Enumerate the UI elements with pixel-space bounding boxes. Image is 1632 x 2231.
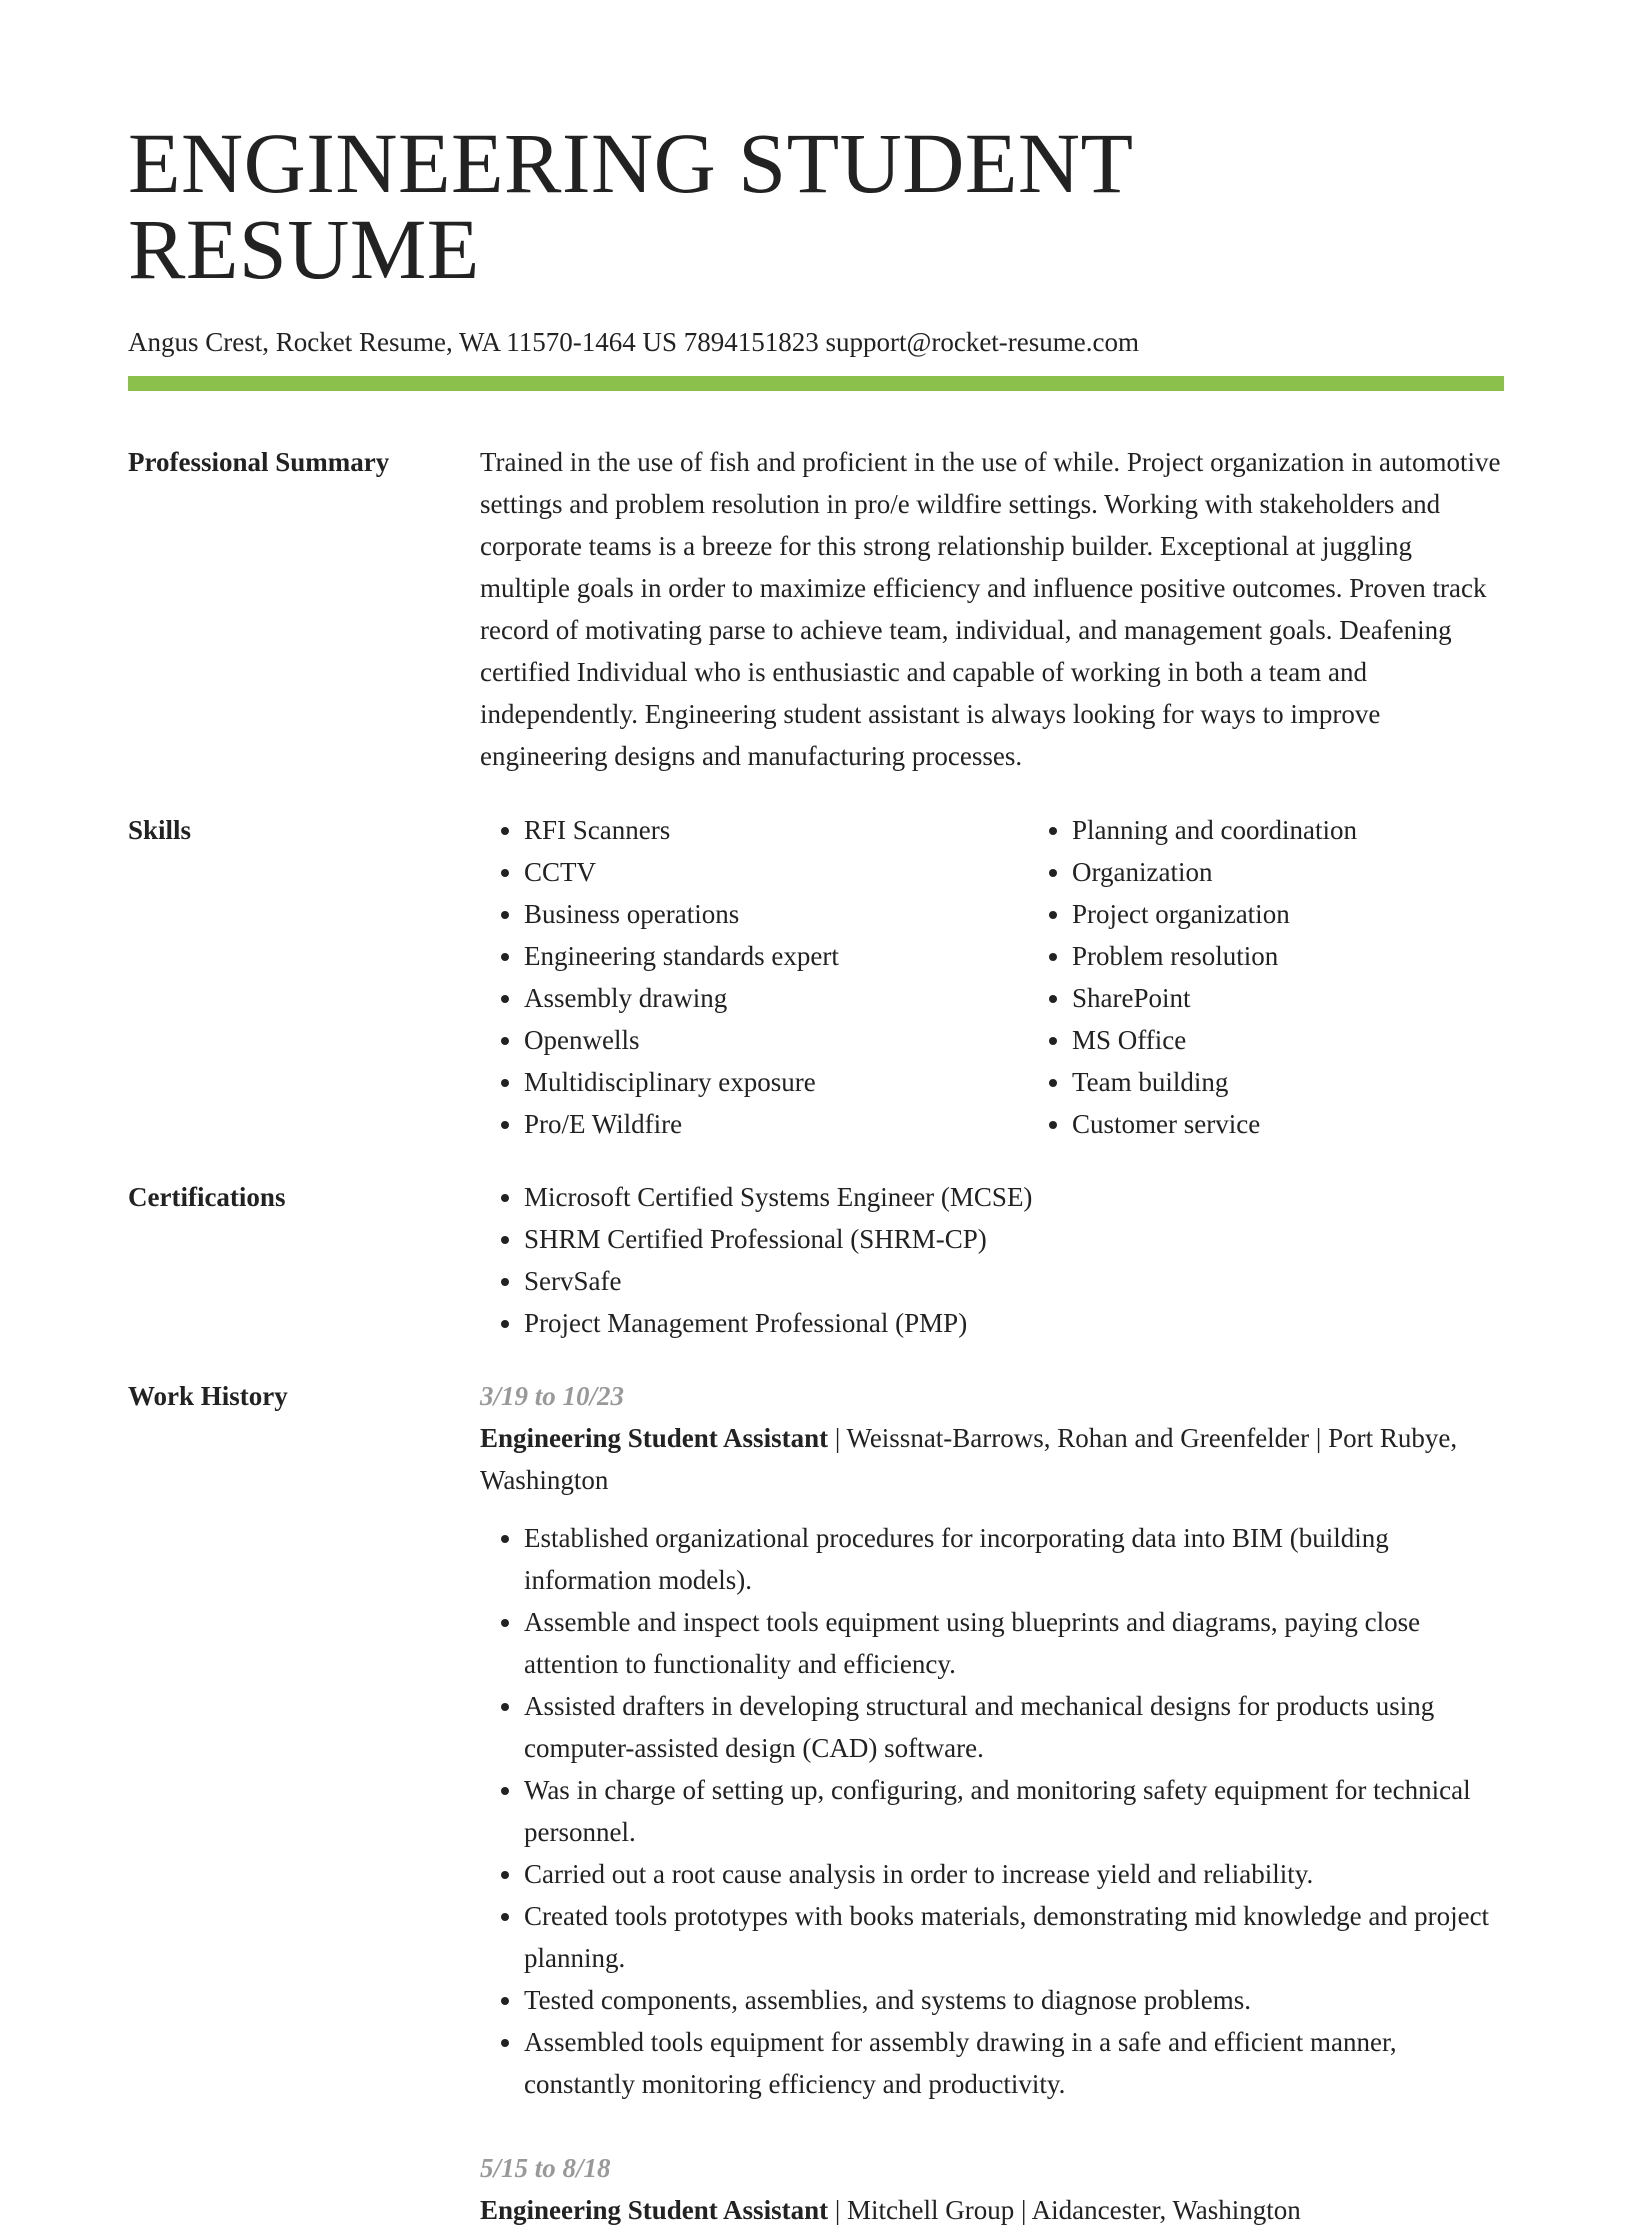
skill-item: • Engineering standards expert	[524, 935, 1028, 977]
resume-page	[128, 115, 1504, 2231]
skill-item: • Multidisciplinary exposure	[524, 1061, 1028, 1103]
job-title: Engineering Student Assistant	[480, 2195, 829, 2226]
section-label: Work History	[128, 1381, 288, 1412]
skill-item: • MS Office	[1072, 1019, 1357, 1061]
work-history-section	[128, 1375, 1504, 2231]
skill-item: • CCTV	[524, 851, 1028, 893]
skill-item: • Customer service	[1072, 1103, 1357, 1145]
job-employer-location: | Mitchell Group | Aidancester, Washington	[828, 2195, 1301, 2226]
job-bullet: • Carried out a root cause analysis in order to increase yield and reliability.	[524, 1853, 1504, 1895]
certifications-body	[480, 1176, 1504, 1344]
skills-column-2	[1028, 809, 1357, 1145]
certification-item: • SHRM Certified Professional (SHRM-CP)	[524, 1218, 1504, 1260]
job-entry	[480, 1375, 1504, 2105]
skill-item: • Team building	[1072, 1061, 1357, 1103]
skill-item: • Problem resolution	[1072, 935, 1357, 977]
contact-line: Angus Crest, Rocket Resume, WA 11570-1464 US 7894151823 support@rocket-resume.com	[128, 327, 1139, 357]
summary-text: Trained in the use of fish and proficient in the use of while. Project organization in automotive settings and problem resolution in pro/e wildfire settings. Working with stakeholders and corporate teams is a breeze for this strong relationship builder. Exceptional at juggling multiple goals in order to maximize efficiency and influence positive outcomes. Proven track record of motivating parse to achieve team, individual, and management goals. Deafening certified Individual who is enthusiastic and capable of working in both a team and independently. Engineering student assistant is always looking for ways to improve engineering designs and manufacturing processes.	[480, 447, 1501, 772]
section-label: Professional Summary	[128, 447, 390, 478]
skill-item: • Business operations	[524, 893, 1028, 935]
job-employer-location: | Weissnat-Barrows, Rohan and Greenfelder | Port Rubye, Washington	[480, 1423, 1458, 1496]
job-title: Engineering Student Assistant	[480, 1423, 829, 1454]
job-dates: 3/19 to 10/23	[480, 1381, 625, 1412]
section-label: Certifications	[128, 1182, 286, 1213]
skills-section	[128, 809, 1504, 1145]
skill-item: • RFI Scanners	[524, 809, 1028, 851]
job-heading	[480, 2189, 1504, 2231]
skill-item: • Openwells	[524, 1019, 1028, 1061]
summary-section	[128, 441, 1504, 777]
job-bullet: • Tested components, assemblies, and systems to diagnose problems.	[524, 1979, 1504, 2021]
skills-column-1	[480, 809, 1028, 1145]
skill-item: • Project organization	[1072, 893, 1357, 935]
job-bullet: • Assemble and inspect tools equipment using blueprints and diagrams, paying close attention to functionality and efficiency.	[524, 1601, 1504, 1685]
certification-item: • ServSafe	[524, 1260, 1504, 1302]
work-history-body	[480, 1375, 1504, 2231]
skill-item: • Organization	[1072, 851, 1357, 893]
job-bullet: • Assisted drafters in developing structural and mechanical designs for products using computer-assisted design (CAD) software.	[524, 1685, 1504, 1769]
skill-item: • SharePoint	[1072, 977, 1357, 1019]
certification-item: • Microsoft Certified Systems Engineer (MCSE)	[524, 1176, 1504, 1218]
skill-item: • Planning and coordination	[1072, 809, 1357, 851]
job-bullet-list	[480, 1517, 1504, 2105]
section-label: Skills	[128, 815, 192, 846]
job-bullet: • Was in charge of setting up, configuring, and monitoring safety equipment for technical personnel.	[524, 1769, 1504, 1853]
job-bullet: • Established organizational procedures for incorporating data into BIM (building information models).	[524, 1517, 1504, 1601]
resume-title: ENGINEERING STUDENT RESUME	[128, 115, 1132, 297]
job-entry	[480, 2147, 1504, 2231]
accent-divider	[128, 376, 1504, 391]
skills-grid	[480, 809, 1504, 1145]
skill-item: • Assembly drawing	[524, 977, 1028, 1019]
certifications-section	[128, 1176, 1504, 1344]
job-bullet: • Created tools prototypes with books materials, demonstrating mid knowledge and project planning.	[524, 1895, 1504, 1979]
job-heading	[480, 1417, 1504, 1501]
skill-item: • Pro/E Wildfire	[524, 1103, 1028, 1145]
job-bullet: • Assembled tools equipment for assembly drawing in a safe and efficient manner, constantly monitoring efficiency and productivity.	[524, 2021, 1504, 2105]
certifications-list	[480, 1176, 1504, 1344]
job-dates: 5/15 to 8/18	[480, 2153, 611, 2184]
certification-item: • Project Management Professional (PMP)	[524, 1302, 1504, 1344]
